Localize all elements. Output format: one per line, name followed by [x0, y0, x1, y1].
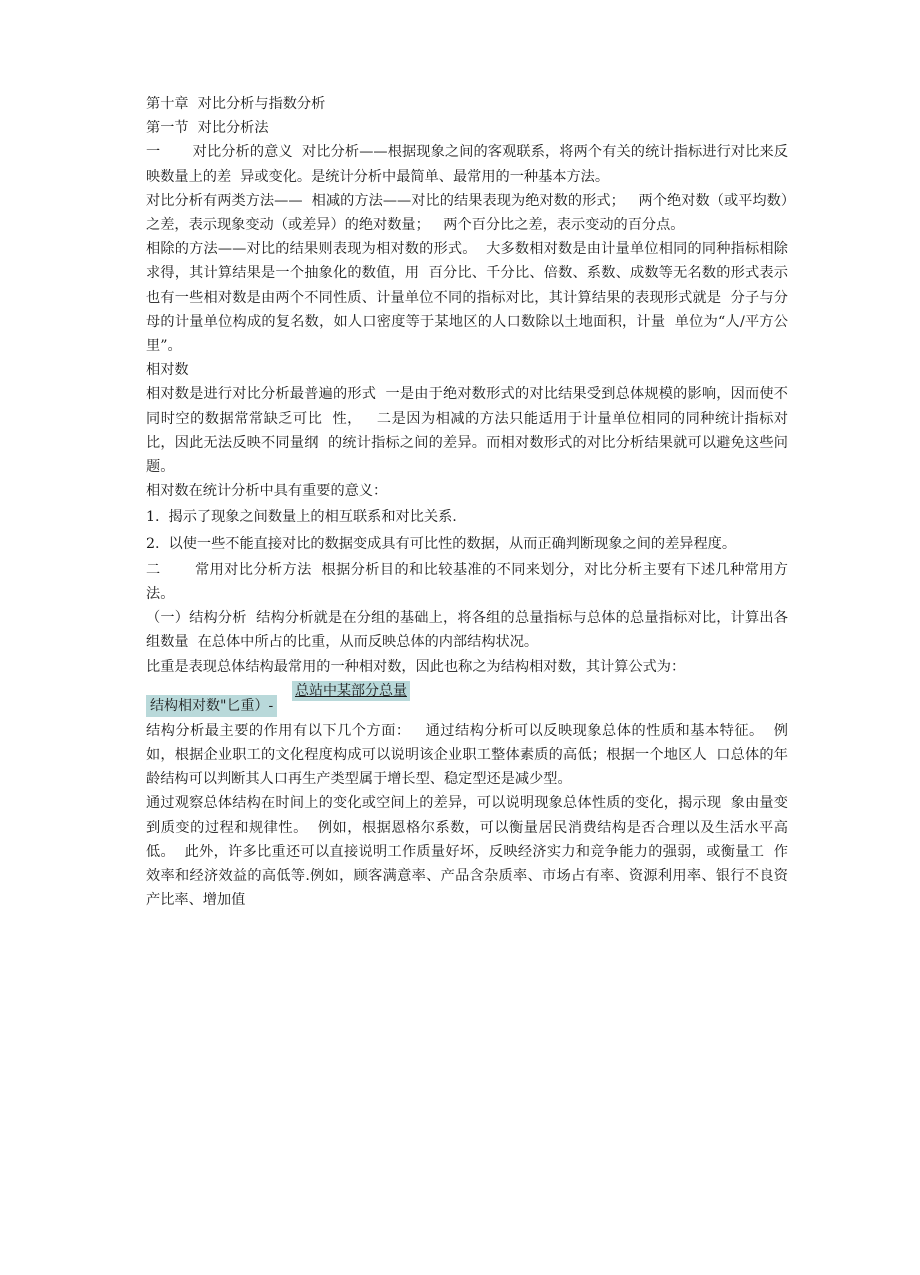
- proportion-paragraph: 比重是表现总体结构最常用的一种相对数，因此也称之为结构相对数，其计算公式为：: [146, 658, 686, 675]
- formula-numerator: 总站中某部分总量: [292, 681, 410, 701]
- document-body: [146, 92, 798, 913]
- common-methods-paragraph: 二 常用对比分析方法 根据分析目的和比较基准的不同来划分，对比分析主要有下述几种常用方法。: [146, 561, 788, 603]
- formula-left: 结构相对数"匕重）-: [146, 695, 277, 717]
- structure-paragraph: （一）结构分析 结构分析就是在分组的基础上，将各组的总量指标与总体的总量指标对比，计算出各组数量 在总体中所占的比重，从而反映总体的内部结构状况。: [146, 610, 788, 651]
- role-paragraph: 结构分析最主要的作用有以下几个方面： 通过结构分析可以反映现象总体的性质和基本特征。 例如，根据企业职工的文化程度构成可以说明该企业职工整体素质的高低；根据一个地区人 口总体的年龄结构可以判断其人口再生产类型属于增长型、稳定型还是减少型。: [146, 722, 788, 788]
- formula: [146, 681, 788, 719]
- division-paragraph: 相除的方法——对比的结果则表现为相对数的形式。 大多数相对数是由计量单位相同的同种指标相除求得，其计算结果是一个抽象化的数值，用 百分比、千分比、倍数、系数、成数等无名数的形式表示 也有一些相对数是由两个不同性质、计量单位不同的指标对比，其计算结果的表现形式就是 分子与分母的计量单位构成的复名数，如人口密度等于某地区的人口数除以土地面积，计量 单位为“人/平方公里”。: [146, 241, 798, 355]
- intro-paragraph: 一 对比分析的意义 对比分析——根据现象之间的客观联系，将两个有关的统计指标进行对比来反映数量上的差 异或变化。是统计分析中最简单、最常用的一种基本方法。: [146, 144, 788, 185]
- change-paragraph: 通过观察总体结构在时间上的变化或空间上的差异，可以说明现象总体性质的变化，揭示现 象由量变到质变的过程和规律性。 例如，根据恩格尔系数，可以衡量居民消费结构是否合理以及生活水平高低。 此外，许多比重还可以直接说明工作质量好坏，反映经济实力和竞争能力的强弱，或衡量工 作效率和经济效益的高低等.例如，顾客满意率、产品含杂质率、市场占有率、资源利用率、银行不良资产比率、增加值: [146, 795, 788, 909]
- list-item: 1. 揭示了现象之间数量上的相互联系和对比关系.: [146, 509, 457, 526]
- chapter-title: 第十章 对比分析与指数分析: [146, 96, 326, 112]
- relative-heading: 相对数: [146, 362, 189, 379]
- list-item: 2. 以使一些不能直接对比的数据变成具有可比性的数据，从而正确判断现象之间的差异程度。: [146, 535, 737, 552]
- section-title: 第一节 对比分析法: [146, 120, 269, 137]
- importance-intro: 相对数在统计分析中具有重要的意义：: [146, 483, 388, 500]
- method-paragraph: 对比分析有两类方法—— 相减的方法——对比的结果表现为绝对数的形式； 两个绝对数（或平均数）之差，表示现象变动（或差异）的绝对数量； 两个百分比之差，表示变动的百分点。: [146, 192, 788, 234]
- relative-paragraph: 相对数是进行对比分析最普遍的形式 一是由于绝对数形式的对比结果受到总体规模的影响，因而使不同时空的数据常常缺乏可比 性， 二是因为相减的方法只能适用于计量单位相同的同种统计指标对比，因此无法反映不同量纲 的统计指标之间的差异。而相对数形式的对比分析结果就可以避免这些问题。: [146, 386, 788, 476]
